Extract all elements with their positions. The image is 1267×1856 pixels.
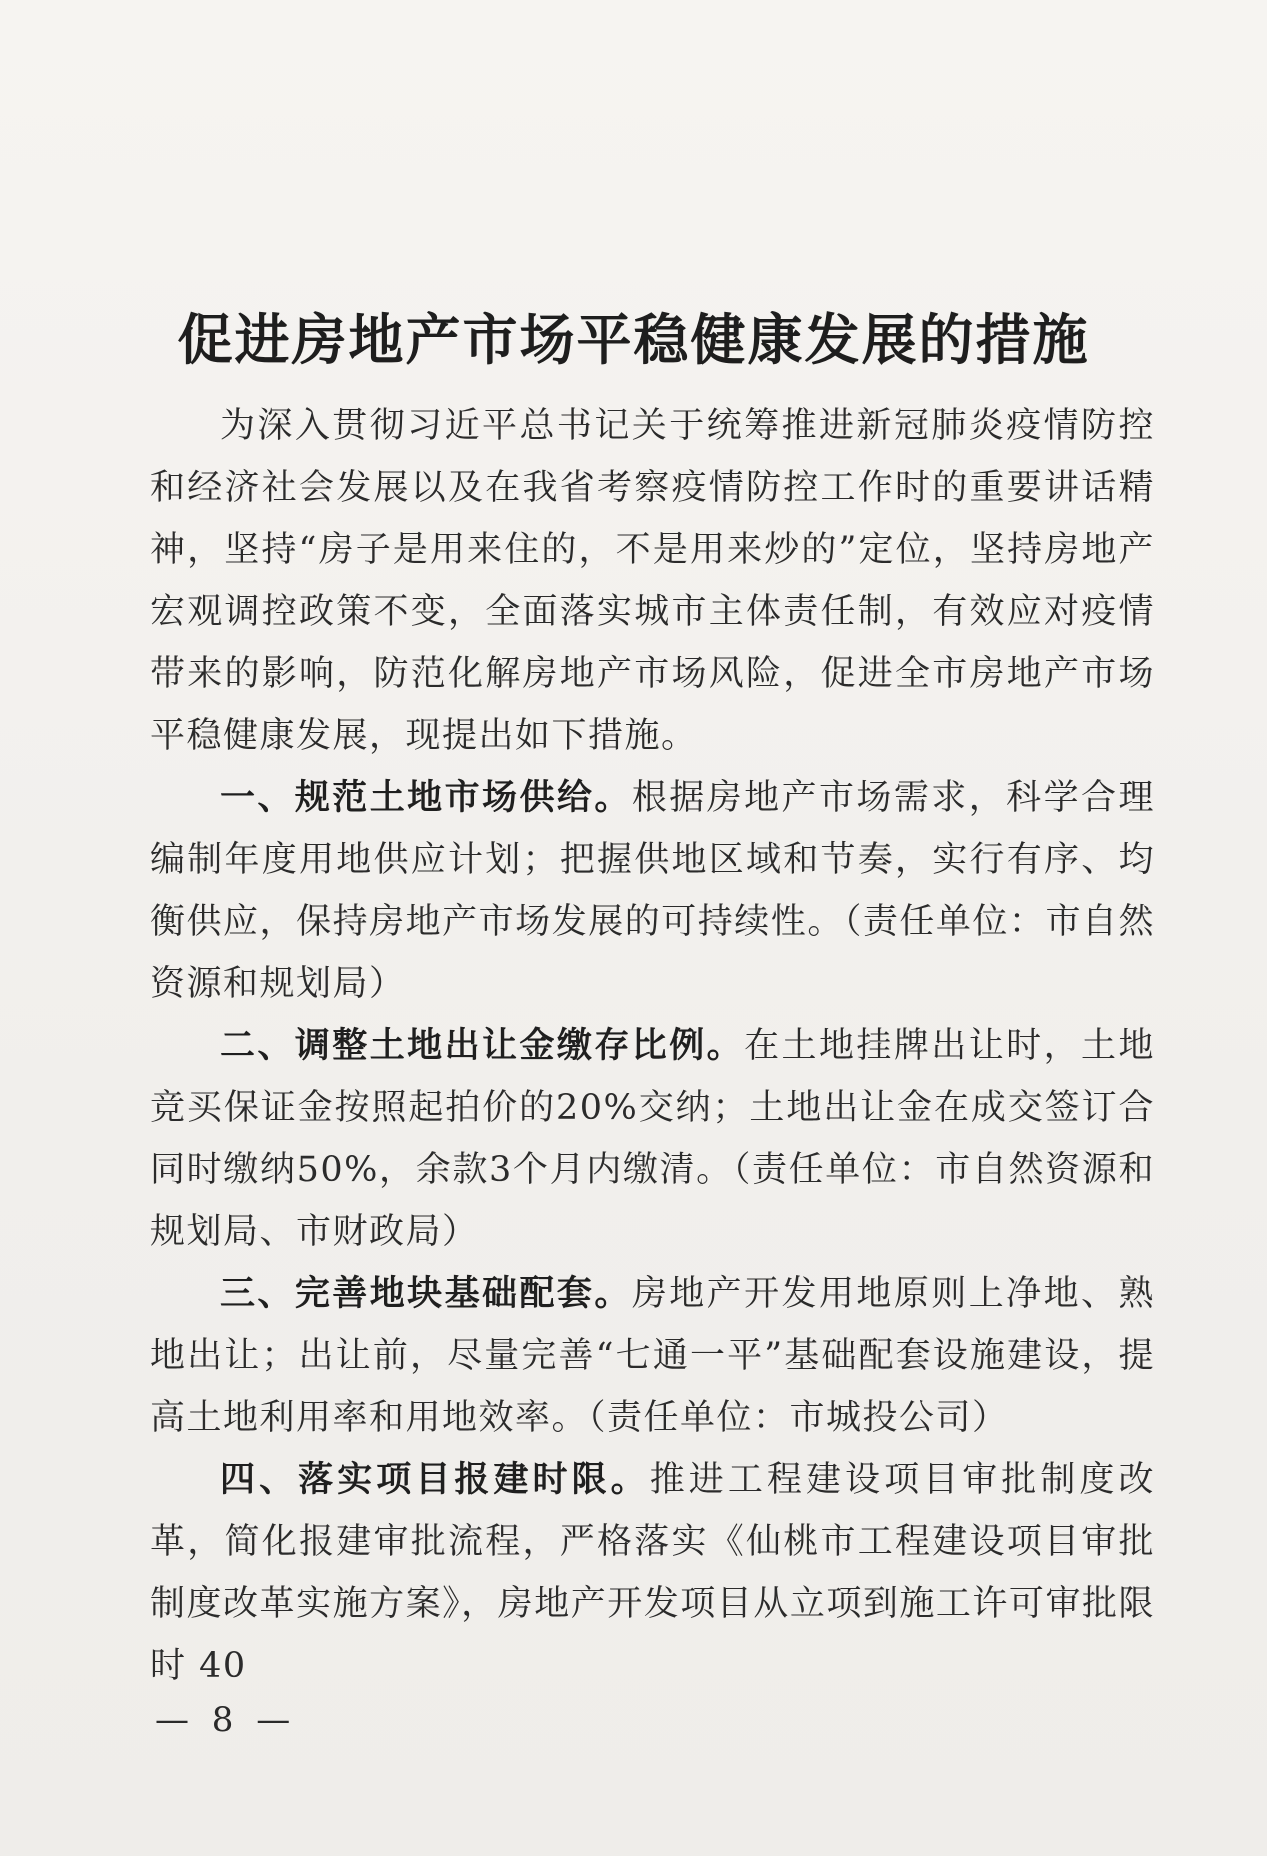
section-paragraph-4 xyxy=(150,1449,1155,1697)
section-heading-2: 二、调整土地出让金缴存比例。 xyxy=(220,1026,745,1066)
section-heading-3: 三、完善地块基础配套。 xyxy=(220,1274,632,1314)
page-number: — 8 — xyxy=(155,1700,297,1740)
section-text-3: 房地产开发用地原则上净地、熟地出让；出让前，尽量完善“七通一平”基础配套设施建设，提高土地利用率和用地效率。（责任单位：市城投公司） xyxy=(150,1274,1155,1438)
section-heading-1: 一、规范土地市场供给。 xyxy=(220,778,632,818)
section-text-4: 推进工程建设项目审批制度改革，简化报建审批流程，严格落实《仙桃市工程建设项目审批制度改革实施方案》，房地产开发项目从立项到施工许可审批限时 40 xyxy=(150,1460,1155,1686)
section-paragraph-3 xyxy=(150,1263,1155,1449)
section-heading-4: 四、落实项目报建时限。 xyxy=(220,1460,650,1500)
section-paragraph-2 xyxy=(150,1015,1155,1263)
section-text-1: 根据房地产市场需求，科学合理编制年度用地供应计划；把握供地区域和节奏，实行有序、均衡供应，保持房地产市场发展的可持续性。（责任单位：市自然资源和规划局） xyxy=(150,778,1155,1004)
intro-paragraph: 为深入贯彻习近平总书记关于统筹推进新冠肺炎疫情防控和经济社会发展以及在我省考察疫情防控工作时的重要讲话精神，坚持“房子是用来住的，不是用来炒的”定位，坚持房地产宏观调控政策不变，全面落实城市主体责任制，有效应对疫情带来的影响，防范化解房地产市场风险，促进全市房地产市场平稳健康发展，现提出如下措施。 xyxy=(150,406,1155,756)
section-text-2: 在土地挂牌出让时，土地竞买保证金按照起拍价的20%交纳；土地出让金在成交签订合同时缴纳50%，余款3个月内缴清。（责任单位：市自然资源和规划局、市财政局） xyxy=(150,1026,1155,1252)
section-paragraph-1 xyxy=(150,767,1155,1015)
document-body xyxy=(150,395,1155,1697)
document-title: 促进房地产市场平稳健康发展的措施 xyxy=(177,306,1090,372)
